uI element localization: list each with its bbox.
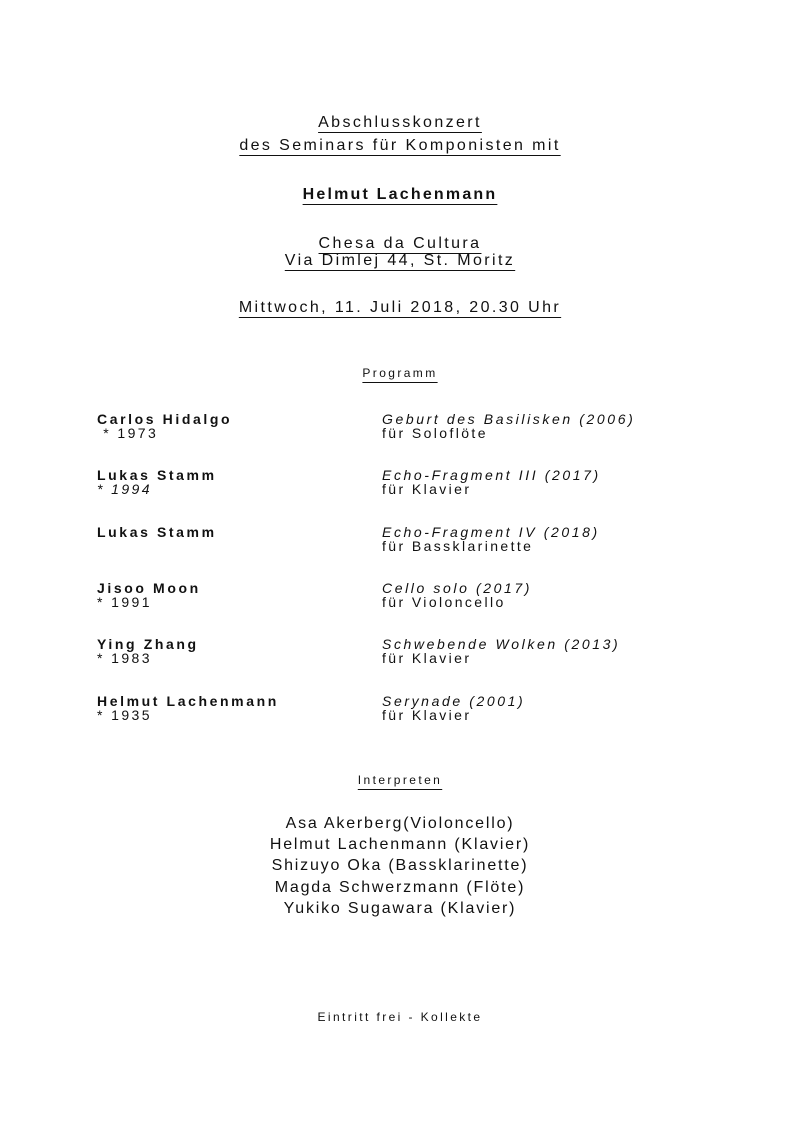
work-title: Schwebende Wolken (2013) [382, 636, 621, 652]
composer-name: Lukas Stamm [97, 524, 217, 540]
work-instrument: für Klavier [382, 707, 472, 723]
admission-note: Eintritt frei - Kollekte [317, 1010, 483, 1024]
program-item [0, 637, 800, 673]
composer-name: Lukas Stamm [97, 467, 217, 483]
program-item [0, 581, 800, 617]
guest-composer: Helmut Lachenmann [302, 186, 498, 203]
venue-name: Chesa da Cultura [318, 235, 482, 252]
composer-name: Helmut Lachenmann [97, 693, 279, 709]
composer-name: Jisoo Moon [97, 580, 201, 596]
composer-birth-year: * 1991 [97, 594, 152, 610]
composer-name: Carlos Hidalgo [97, 411, 233, 427]
work-title: Cello solo (2017) [382, 580, 533, 596]
venue-address: Via Dimlej 44, St. Moritz [284, 252, 516, 269]
work-title: Echo-Fragment IV (2018) [382, 524, 600, 540]
work-instrument: für Violoncello [382, 594, 506, 610]
work-title: Geburt des Basilisken (2006) [382, 411, 636, 427]
program-heading: Programm [362, 366, 438, 380]
work-instrument: für Klavier [382, 650, 472, 666]
composer-name: Ying Zhang [97, 636, 199, 652]
performer-name: Yukiko Sugawara (Klavier) [283, 900, 517, 917]
concert-date: Mittwoch, 11. Juli 2018, 20.30 Uhr [238, 299, 562, 316]
program-item [0, 468, 800, 504]
concert-subtitle: des Seminars für Komponisten mit [239, 137, 561, 154]
performer-name: Helmut Lachenmann (Klavier) [269, 836, 531, 853]
composer-birth-year: * 1935 [97, 707, 152, 723]
work-title: Echo-Fragment III (2017) [382, 467, 601, 483]
work-instrument: für Klavier [382, 481, 472, 497]
program-item [0, 412, 800, 448]
performer-name: Shizuyo Oka (Bassklarinette) [271, 857, 529, 874]
interpreters-heading: Interpreten [357, 773, 443, 787]
composer-birth-year: * 1994 [97, 481, 152, 497]
work-instrument: für Soloflöte [382, 425, 488, 441]
work-title: Serynade (2001) [382, 693, 526, 709]
program-item [0, 525, 800, 561]
performer-name: Magda Schwerzmann (Flöte) [274, 879, 526, 896]
composer-birth-year: * 1973 [97, 425, 159, 441]
composer-birth-year: * 1983 [97, 650, 152, 666]
work-instrument: für Bassklarinette [382, 538, 534, 554]
concert-title: Abschlusskonzert [318, 114, 482, 131]
performer-name: Asa Akerberg(Violoncello) [285, 815, 515, 832]
program-item [0, 694, 800, 730]
